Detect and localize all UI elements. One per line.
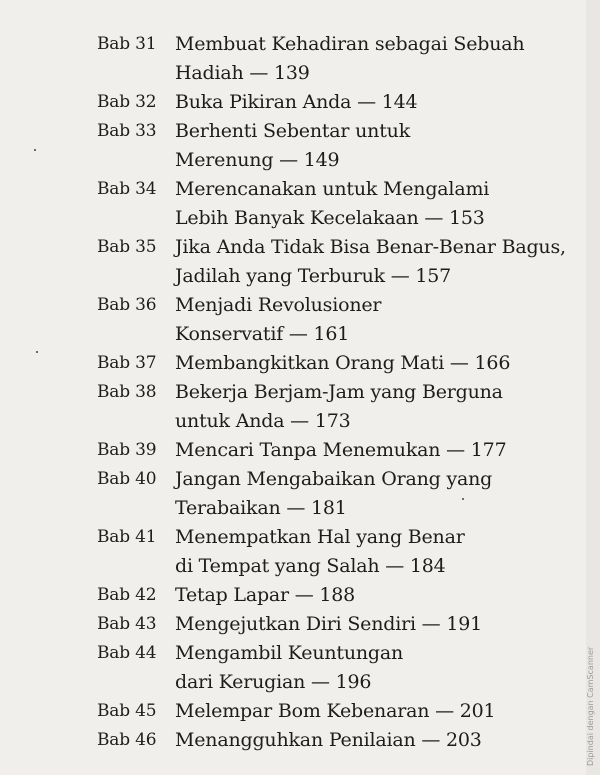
- page-number: 191: [446, 613, 482, 635]
- chapter-title-line: [175, 465, 567, 494]
- chapter-title-text: untuk Anda —: [175, 410, 315, 432]
- chapter-title-text: Jadilah yang Terburuk —: [175, 265, 416, 287]
- page-number: 181: [310, 497, 347, 519]
- chapter-title-text: Tetap Lapar —: [175, 584, 320, 606]
- chapter-title: [175, 88, 567, 117]
- toc-entry: [97, 175, 567, 233]
- toc-entry: [97, 639, 567, 697]
- toc-entry: [97, 581, 567, 610]
- chapter-title-text: dari Kerugian —: [175, 671, 336, 693]
- chapter-title-text: Hadiah —: [175, 62, 274, 84]
- chapter-title-line: [175, 378, 567, 407]
- toc-entry: [97, 436, 567, 465]
- chapter-title: [175, 378, 567, 436]
- chapter-number: Bab 41: [97, 527, 157, 547]
- toc-entry: [97, 726, 567, 755]
- chapter-number: Bab 43: [97, 614, 157, 634]
- chapter-title: [175, 233, 567, 291]
- page-number: 153: [449, 207, 485, 229]
- chapter-number: Bab 40: [97, 469, 157, 489]
- scan-speck: [34, 149, 36, 151]
- chapter-title: [175, 349, 567, 378]
- page-number: 139: [273, 62, 310, 84]
- page-number: 173: [314, 410, 351, 432]
- chapter-title-text: Mengambil Keuntungan: [175, 642, 404, 664]
- chapter-title-text: Membangkitkan Orang Mati —: [175, 352, 475, 374]
- chapter-title-line: [175, 88, 567, 117]
- page-number: 149: [303, 149, 340, 171]
- page-number: 161: [313, 323, 350, 345]
- page-number: 166: [474, 352, 511, 374]
- chapter-title-line: [175, 175, 567, 204]
- page-number: 184: [409, 555, 446, 577]
- chapter-number: Bab 34: [97, 179, 157, 199]
- chapter-title: [175, 436, 567, 465]
- page-number: 188: [319, 584, 356, 606]
- chapter-title: [175, 581, 567, 610]
- chapter-number: Bab 46: [97, 730, 157, 750]
- chapter-title-line: [175, 552, 567, 581]
- chapter-title-line: [175, 639, 567, 668]
- chapter-title: [175, 465, 567, 523]
- chapter-title-text: Mengejutkan Diri Sendiri —: [175, 613, 447, 635]
- chapter-number: Bab 31: [97, 34, 157, 54]
- page-number: 203: [446, 729, 482, 751]
- toc-entry: [97, 233, 567, 291]
- chapter-title-line: [175, 523, 567, 552]
- toc-entry: [97, 349, 567, 378]
- toc-entry: [97, 30, 567, 88]
- chapter-title-text: Terabaikan —: [175, 497, 311, 519]
- page-number: 177: [470, 439, 507, 461]
- chapter-number: Bab 38: [97, 382, 157, 402]
- chapter-number: Bab 45: [97, 701, 157, 721]
- chapter-title-text: Lebih Banyak Kecelakaan —: [175, 207, 450, 229]
- chapter-title: [175, 30, 567, 88]
- page-number: 144: [381, 91, 418, 113]
- chapter-number: Bab 42: [97, 585, 157, 605]
- scanner-watermark: Dipindai dengan CamScanner: [586, 646, 595, 766]
- chapter-title-line: [175, 59, 567, 88]
- chapter-title-line: [175, 320, 567, 349]
- toc-entry: [97, 523, 567, 581]
- chapter-title: [175, 697, 567, 726]
- chapter-title-text: Merenung —: [175, 149, 304, 171]
- toc-entry: [97, 117, 567, 175]
- scan-speck: [36, 351, 38, 353]
- chapter-number: Bab 39: [97, 440, 157, 460]
- chapter-title-text: Jangan Mengabaikan Orang yang: [175, 468, 493, 490]
- chapter-title-line: [175, 726, 567, 755]
- chapter-number: Bab 32: [97, 92, 157, 112]
- chapter-title: [175, 610, 567, 639]
- chapter-title-line: [175, 204, 567, 233]
- chapter-number: Bab 33: [97, 121, 157, 141]
- chapter-title-text: Konservatif —: [175, 323, 314, 345]
- chapter-title-text: Mencari Tanpa Menemukan —: [175, 439, 471, 461]
- chapter-title: [175, 117, 567, 175]
- toc-entry: [97, 88, 567, 117]
- chapter-number: Bab 37: [97, 353, 157, 373]
- chapter-title-text: Bekerja Berjam-Jam yang Berguna: [175, 381, 503, 403]
- toc-entry: [97, 697, 567, 726]
- table-of-contents: [97, 30, 567, 755]
- chapter-title-line: [175, 30, 567, 59]
- chapter-title: [175, 175, 567, 233]
- chapter-title-text: Menjadi Revolusioner: [175, 294, 382, 316]
- chapter-title: [175, 726, 567, 755]
- page-number: 201: [459, 700, 496, 722]
- chapter-title-text: Jika Anda Tidak Bisa Benar-Benar Bagus,: [175, 236, 566, 258]
- chapter-title-text: Melempar Bom Kebenaran —: [175, 700, 460, 722]
- chapter-title-line: [175, 262, 567, 291]
- chapter-title-text: Merencanakan untuk Mengalami: [175, 178, 490, 200]
- chapter-title-line: [175, 436, 567, 465]
- chapter-title-line: [175, 697, 567, 726]
- chapter-title-text: di Tempat yang Salah —: [175, 555, 410, 577]
- chapter-title-text: Menempatkan Hal yang Benar: [175, 526, 465, 548]
- chapter-title-text: Menangguhkan Penilaian —: [175, 729, 447, 751]
- chapter-title-line: [175, 291, 567, 320]
- chapter-title-line: [175, 581, 567, 610]
- chapter-title-line: [175, 146, 567, 175]
- chapter-title-line: [175, 494, 567, 523]
- scan-speck: [462, 498, 464, 500]
- chapter-number: Bab 44: [97, 643, 157, 663]
- chapter-title-line: [175, 668, 567, 697]
- chapter-title-text: Membuat Kehadiran sebagai Sebuah: [175, 33, 525, 55]
- chapter-title-text: Berhenti Sebentar untuk: [175, 120, 411, 142]
- chapter-title-text: Buka Pikiran Anda —: [175, 91, 382, 113]
- chapter-number: Bab 35: [97, 237, 157, 257]
- chapter-title-line: [175, 407, 567, 436]
- chapter-title-line: [175, 610, 567, 639]
- chapter-title-line: [175, 233, 567, 262]
- toc-entry: [97, 291, 567, 349]
- chapter-title: [175, 291, 567, 349]
- page-number: 196: [335, 671, 372, 693]
- chapter-title-line: [175, 117, 567, 146]
- chapter-title: [175, 639, 567, 697]
- chapter-title-line: [175, 349, 567, 378]
- toc-entry: [97, 465, 567, 523]
- toc-entry: [97, 610, 567, 639]
- page-number: 157: [415, 265, 452, 287]
- chapter-title: [175, 523, 567, 581]
- chapter-number: Bab 36: [97, 295, 157, 315]
- toc-entry: [97, 378, 567, 436]
